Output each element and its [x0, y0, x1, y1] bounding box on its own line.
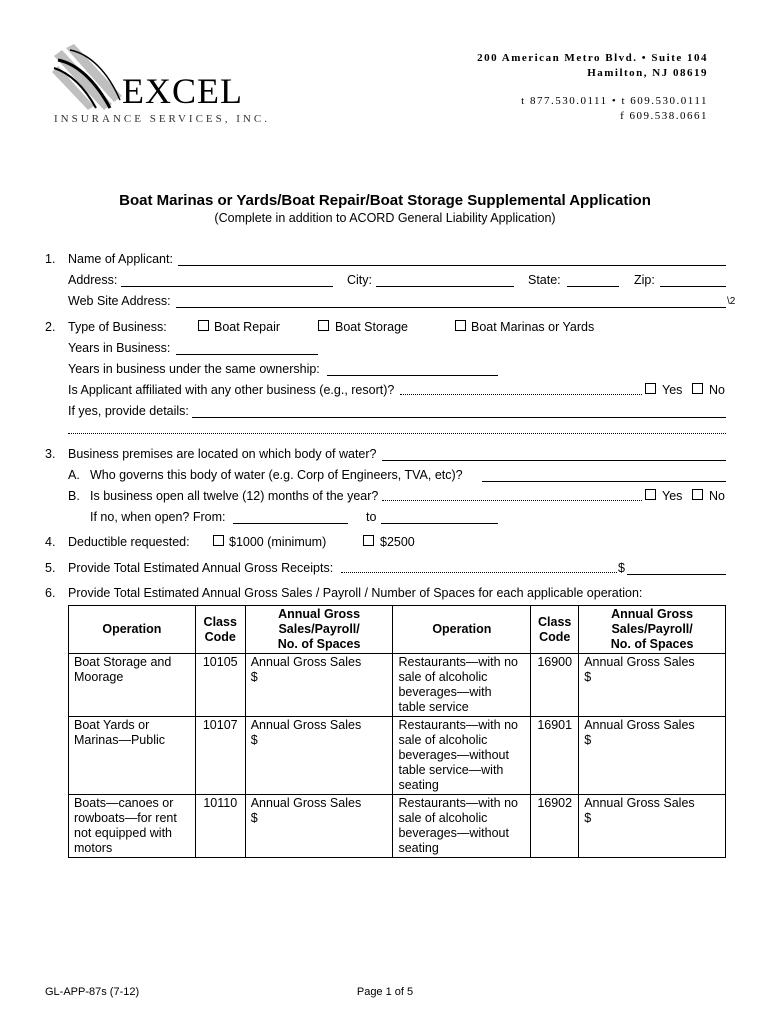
operations-table-row: [69, 795, 726, 858]
years-same-ownership-label: Years in business under the same ownership:: [68, 362, 320, 376]
section-6-number: 6.: [45, 586, 56, 600]
open-all-year-no-label: No: [709, 489, 725, 503]
water-governance-field[interactable]: [482, 481, 726, 482]
section-5-number: 5.: [45, 561, 56, 575]
operation-header: Operation: [393, 606, 531, 654]
open-to-label: to: [366, 510, 377, 524]
form-title: Boat Marinas or Yards/Boat Repair/Boat Storage Supplemental Application: [119, 192, 651, 209]
operation-header: Operation: [69, 606, 196, 654]
class-code-cell: 10105: [195, 654, 245, 717]
affiliated-no-checkbox[interactable]: [692, 383, 703, 394]
gross-sales-cell[interactable]: Annual Gross Sales $: [245, 795, 393, 858]
website-label: Web Site Address:: [68, 294, 171, 308]
company-subtitle: INSURANCE SERVICES, INC.: [54, 113, 270, 125]
form-id: GL-APP-87s (7-12): [45, 986, 140, 998]
zip-field[interactable]: [660, 286, 726, 287]
gross-sales-cell[interactable]: Annual Gross Sales $: [579, 654, 726, 717]
form-subtitle: (Complete in addition to ACORD General Liability Application): [214, 211, 556, 225]
page-number: Page 1 of 5: [356, 986, 414, 998]
body-of-water-label: Business premises are located on which body of water?: [68, 447, 377, 461]
affiliated-label: Is Applicant affiliated with any other business (e.g., resort)?: [68, 383, 395, 397]
address-line-1: 200 American Metro Blvd. • Suite 104: [477, 52, 708, 64]
section-3a-letter: A.: [68, 468, 80, 482]
city-field[interactable]: [376, 286, 514, 287]
class-code-cell: 10110: [195, 795, 245, 858]
address-label: Address:: [68, 273, 118, 287]
gross-sales-cell[interactable]: Annual Gross Sales $: [579, 717, 726, 795]
section-4-number: 4.: [45, 535, 56, 549]
open-all-year-label: Is business open all twelve (12) months of the year?: [90, 489, 379, 503]
deductible-2500-checkbox[interactable]: [363, 535, 374, 546]
body-of-water-field[interactable]: [382, 460, 726, 461]
class-code-header: Class Code: [195, 606, 245, 654]
section-3b-letter: B.: [68, 489, 80, 503]
state-label: State:: [528, 273, 561, 287]
operations-table-row: [69, 717, 726, 795]
operations-table: [68, 605, 726, 858]
open-from-label: If no, when open? From:: [90, 510, 226, 524]
open-to-field[interactable]: [381, 523, 498, 524]
gross-receipts-dollar: $: [618, 561, 625, 575]
deductible-2500-label: $2500: [380, 535, 415, 549]
open-all-year-yes-checkbox[interactable]: [645, 489, 656, 500]
operations-table-row: [69, 654, 726, 717]
website-suffix: \2: [727, 296, 736, 307]
logo-mark-icon: [50, 42, 130, 112]
address-field[interactable]: [121, 286, 333, 287]
water-governance-label: Who governs this body of water (e.g. Corp of Engineers, TVA, etc)?: [90, 468, 463, 482]
gross-sales-cell[interactable]: Annual Gross Sales $: [579, 795, 726, 858]
operation-cell: Boat Yards or Marinas—Public: [69, 717, 196, 795]
operations-header-row: [69, 606, 726, 654]
operations-label: Provide Total Estimated Annual Gross Sales / Payroll / Number of Spaces for each applicable operation:: [68, 586, 643, 600]
gross-header: Annual Gross Sales/Payroll/ No. of Spaces: [579, 606, 726, 654]
class-code-header: Class Code: [531, 606, 579, 654]
affiliated-yes-label: Yes: [662, 383, 683, 397]
details-field[interactable]: [192, 417, 726, 418]
details-field-line-2[interactable]: [68, 433, 726, 434]
state-field[interactable]: [567, 286, 619, 287]
details-label: If yes, provide details:: [68, 404, 189, 418]
class-code-cell: 16901: [531, 717, 579, 795]
operation-cell: Restaurants—with no sale of alcoholic beverages—without seating: [393, 795, 531, 858]
open-all-year-leader-dots: [382, 500, 642, 501]
affiliated-no-label: No: [709, 383, 725, 397]
years-in-business-field[interactable]: [176, 354, 318, 355]
class-code-cell: 10107: [195, 717, 245, 795]
address-line-2: Hamilton, NJ 08619: [587, 67, 708, 79]
applicant-name-field[interactable]: [178, 265, 726, 266]
years-same-ownership-field[interactable]: [327, 375, 498, 376]
open-all-year-no-checkbox[interactable]: [692, 489, 703, 500]
gross-sales-cell[interactable]: Annual Gross Sales $: [245, 654, 393, 717]
gross-receipts-label: Provide Total Estimated Annual Gross Receipts:: [68, 561, 334, 575]
gross-header: Annual Gross Sales/Payroll/ No. of Spaces: [245, 606, 393, 654]
deductible-label: Deductible requested:: [68, 535, 190, 549]
section-1-number: 1.: [45, 252, 56, 266]
operation-cell: Restaurants—with no sale of alcoholic beverages—without table service—with seating: [393, 717, 531, 795]
class-code-cell: 16902: [531, 795, 579, 858]
fax-number: f 609.538.0661: [620, 110, 708, 122]
class-code-cell: 16900: [531, 654, 579, 717]
city-label: City:: [347, 273, 372, 287]
boat-storage-label: Boat Storage: [335, 320, 408, 334]
applicant-name-label: Name of Applicant:: [68, 252, 173, 266]
operation-cell: Boats—canoes or rowboats—for rent not equipped with motors: [69, 795, 196, 858]
deductible-1000-checkbox[interactable]: [213, 535, 224, 546]
gross-receipts-field[interactable]: [627, 574, 726, 575]
open-from-field[interactable]: [233, 523, 348, 524]
operation-cell: Boat Storage and Moorage: [69, 654, 196, 717]
years-in-business-label: Years in Business:: [68, 341, 171, 355]
boat-marinas-label: Boat Marinas or Yards: [471, 320, 595, 334]
open-all-year-yes-label: Yes: [662, 489, 683, 503]
affiliated-yes-checkbox[interactable]: [645, 383, 656, 394]
section-2-number: 2.: [45, 320, 56, 334]
deductible-1000-label: $1000 (minimum): [229, 535, 327, 549]
section-3-number: 3.: [45, 447, 56, 461]
company-name: EXCEL: [122, 71, 243, 111]
boat-repair-label: Boat Repair: [214, 320, 281, 334]
boat-repair-checkbox[interactable]: [198, 320, 209, 331]
gross-sales-cell[interactable]: Annual Gross Sales $: [245, 717, 393, 795]
gross-receipts-leader-dots: [341, 572, 617, 573]
zip-label: Zip:: [634, 273, 655, 287]
boat-marinas-checkbox[interactable]: [455, 320, 466, 331]
website-field[interactable]: [176, 307, 726, 308]
affiliated-leader-dots: [400, 394, 642, 395]
operation-cell: Restaurants—with no sale of alcoholic beverages—with table service: [393, 654, 531, 717]
boat-storage-checkbox[interactable]: [318, 320, 329, 331]
business-type-label: Type of Business:: [68, 320, 167, 334]
phone-numbers: t 877.530.0111 • t 609.530.0111: [521, 95, 708, 107]
